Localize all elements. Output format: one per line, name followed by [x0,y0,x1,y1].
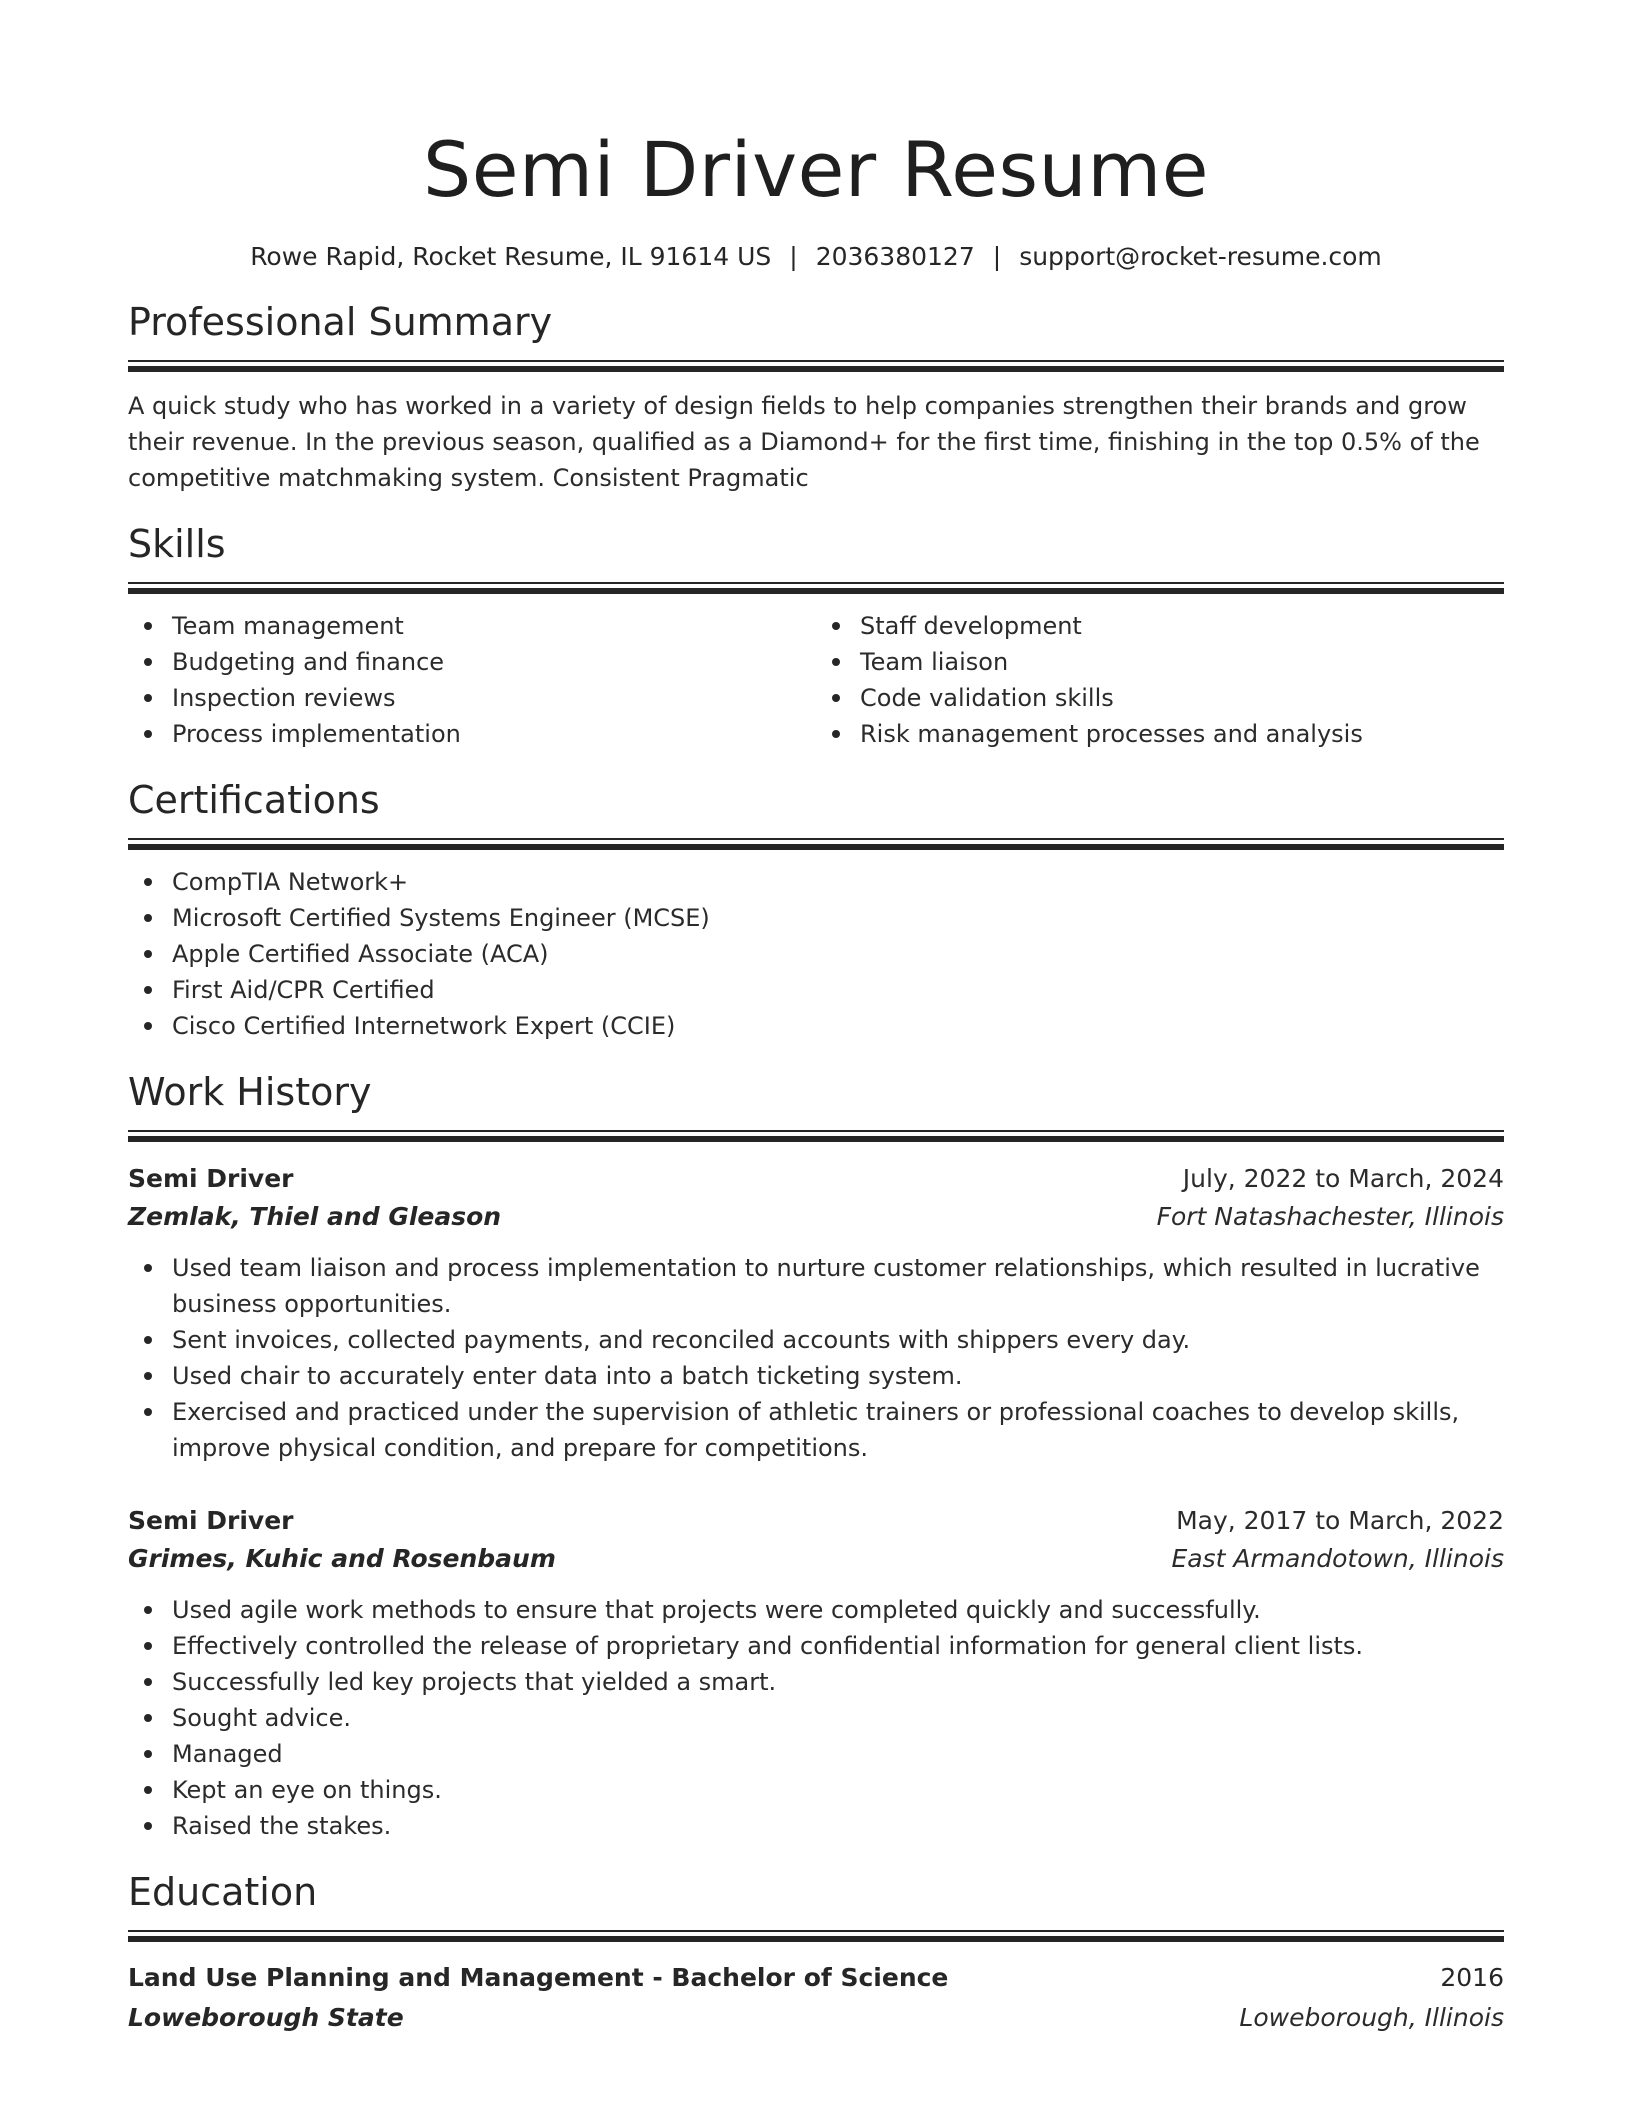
job-duty: Sought advice. [172,1700,1504,1736]
job-location: Fort Natashachester, Illinois [1156,1202,1504,1231]
section-title-skills: Skills [128,522,226,566]
resume-page [128,0,1504,2038]
skills-grid [128,594,1504,752]
education-section [128,1868,1504,2038]
education-location: Loweborough, Illinois [1239,2003,1504,2032]
skill-item: Risk management processes and analysis [860,716,1504,752]
job-duty: Used agile work methods to ensure that projects were completed quickly and successfully. [172,1592,1504,1628]
job-company: Grimes, Kuhic and Rosenbaum [128,1544,556,1573]
job-header [128,1160,1504,1198]
education-school: Loweborough State [128,2003,404,2032]
skill-item: Team management [172,608,816,644]
skill-item: Budgeting and finance [172,644,816,680]
education-entry [128,1958,1504,2038]
job-duties-list [128,1592,1504,1844]
certifications-list [128,864,1504,1044]
job-duty: Raised the stakes. [172,1808,1504,1844]
section-divider [128,838,1504,850]
job-duty: Used team liaison and process implementation to nurture customer relationships, which resulted in lucrative business opportunities. [172,1250,1504,1322]
job-entry [128,1502,1504,1844]
certification-item: Cisco Certified Internetwork Expert (CCIE) [172,1008,1504,1044]
contact-address: Rowe Rapid, Rocket Resume, IL 91614 US [250,242,772,271]
education-header [128,1958,1504,1998]
skill-item: Process implementation [172,716,816,752]
section-divider [128,1930,1504,1942]
skill-item: Inspection reviews [172,680,816,716]
contact-separator: | [789,242,798,271]
job-duty: Managed [172,1736,1504,1772]
section-title-education: Education [128,1870,318,1914]
section-divider [128,1130,1504,1142]
job-company: Zemlak, Thiel and Gleason [128,1202,502,1231]
resume-title: Semi Driver Resume [422,125,1210,214]
skills-list-left [128,608,816,752]
education-degree: Land Use Planning and Management - Bachelor of Science [128,1963,949,1992]
contact-line [128,240,1504,274]
job-title: Semi Driver [128,1164,294,1193]
certification-item: Apple Certified Associate (ACA) [172,936,1504,972]
job-title: Semi Driver [128,1506,294,1535]
job-entry [128,1160,1504,1466]
summary-section [128,298,1504,496]
skill-item: Staff development [860,608,1504,644]
section-title-work-history: Work History [128,1070,372,1114]
job-duty: Used chair to accurately enter data into a batch ticketing system. [172,1358,1504,1394]
contact-phone: 2036380127 [815,242,975,271]
job-subheader [128,1198,1504,1236]
section-divider [128,360,1504,372]
section-divider [128,582,1504,594]
job-header [128,1502,1504,1540]
summary-text: A quick study who has worked in a variety of design fields to help companies strengthen their brands and grow their revenue. In the previous season, qualified as a Diamond+ for the first time, finishing in the top 0.5% of the competitive matchmaking system. Consistent Pragmatic [128,392,1480,492]
certifications-section [128,776,1504,1044]
education-year: 2016 [1440,1963,1504,1992]
job-duty: Effectively controlled the release of proprietary and confidential information for general client lists. [172,1628,1504,1664]
section-title-certifications: Certifications [128,778,380,822]
job-duties-list [128,1250,1504,1466]
certification-item: Microsoft Certified Systems Engineer (MCSE) [172,900,1504,936]
skills-list-right [816,608,1504,752]
contact-separator: | [992,242,1002,271]
job-duty: Kept an eye on things. [172,1772,1504,1808]
skill-item: Code validation skills [860,680,1504,716]
job-duty: Successfully led key projects that yielded a smart. [172,1664,1504,1700]
job-location: East Armandotown, Illinois [1171,1544,1504,1573]
work-history-section [128,1068,1504,1844]
skills-section [128,520,1504,752]
job-dates: July, 2022 to March, 2024 [1182,1164,1504,1193]
job-duty: Exercised and practiced under the supervision of athletic trainers or professional coaches to develop skills, improve physical condition, and prepare for competitions. [172,1394,1504,1466]
section-title-summary: Professional Summary [128,300,553,344]
job-subheader [128,1540,1504,1578]
contact-email: support@rocket-resume.com [1019,242,1382,271]
skill-item: Team liaison [860,644,1504,680]
job-dates: May, 2017 to March, 2022 [1176,1506,1504,1535]
education-subheader [128,1998,1504,2038]
certification-item: First Aid/CPR Certified [172,972,1504,1008]
job-duty: Sent invoices, collected payments, and reconciled accounts with shippers every day. [172,1322,1504,1358]
certification-item: CompTIA Network+ [172,864,1504,900]
